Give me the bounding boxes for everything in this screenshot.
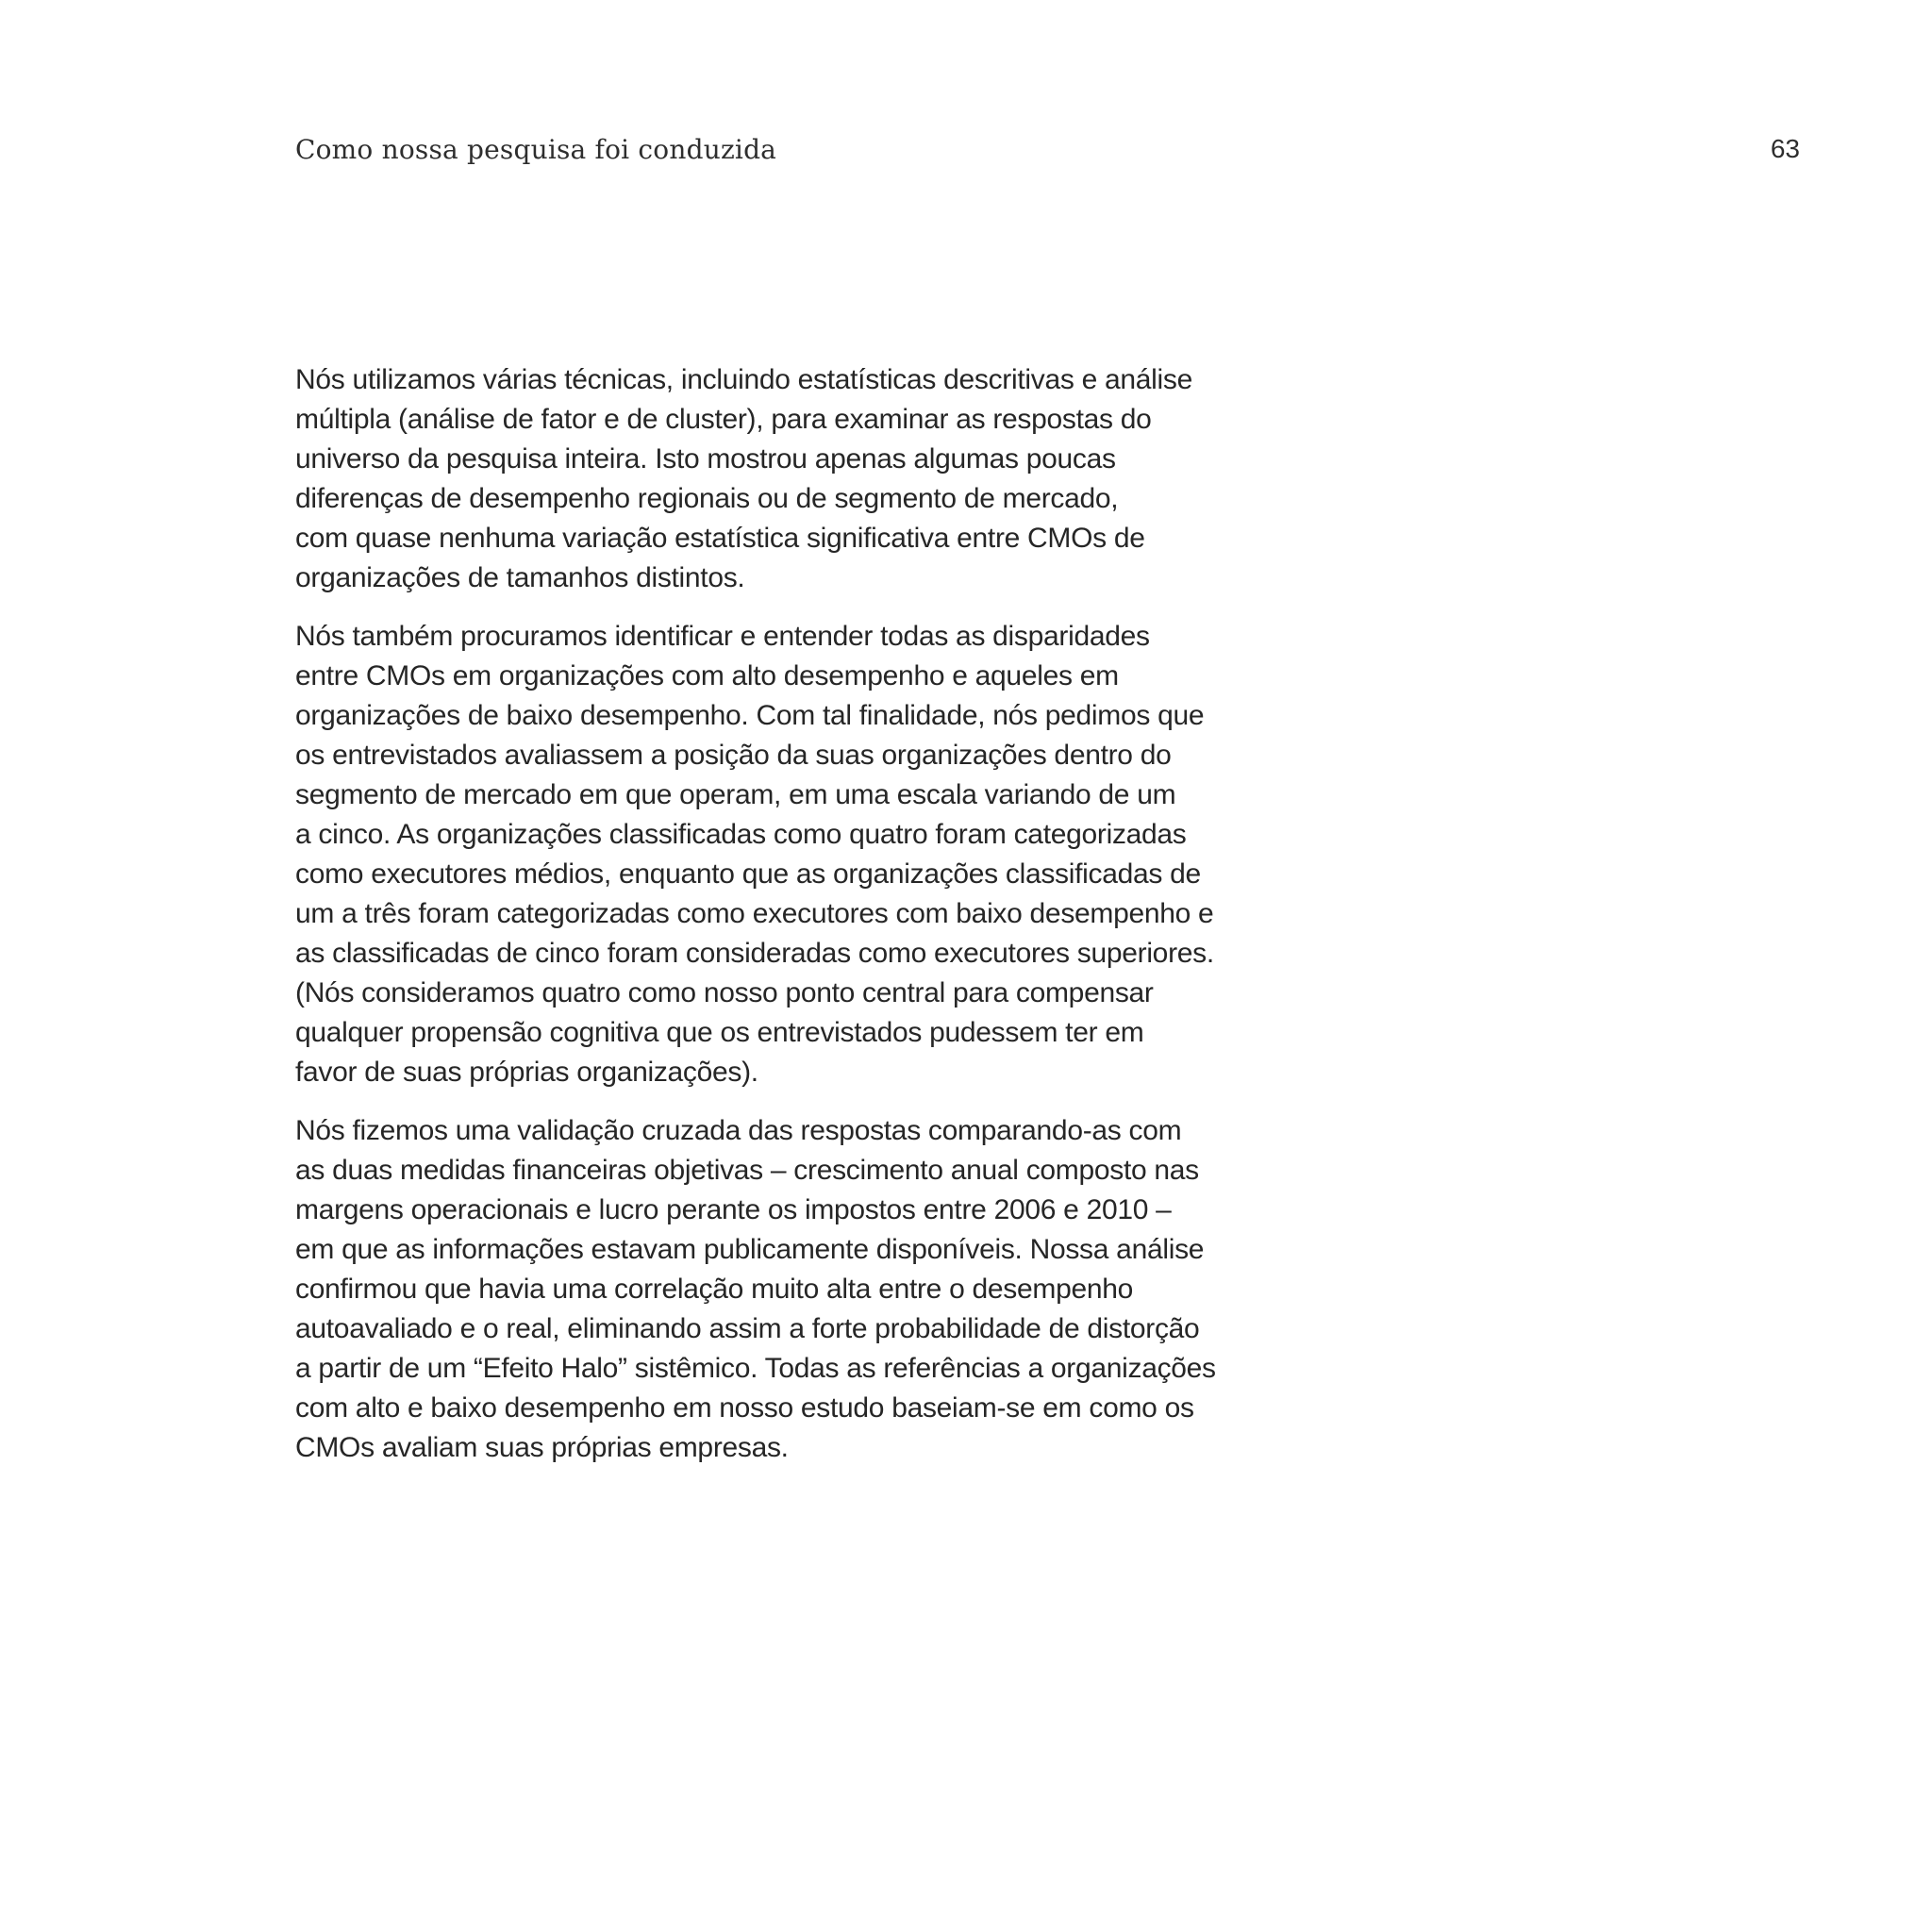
text-line: favor de suas próprias organizações).	[295, 1057, 758, 1088]
running-head-title: Como nossa pesquisa foi conduzida	[295, 134, 777, 165]
text-line: qualquer propensão cognitiva que os entrevistados pudessem ter em	[295, 1017, 1144, 1048]
text-line: segmento de mercado em que operam, em uma escala variando de um	[295, 779, 1176, 810]
text-line: CMOs avaliam suas próprias empresas.	[295, 1432, 789, 1463]
text-line: confirmou que havia uma correlação muito alta entre o desempenho	[295, 1274, 1133, 1305]
text-line: a partir de um “Efeito Halo” sistêmico. Todas as referências a organizações	[295, 1353, 1216, 1384]
paragraph-2	[295, 617, 1239, 1092]
body-text	[295, 360, 1239, 1487]
text-line: Nós utilizamos várias técnicas, incluindo estatísticas descritivas e análise	[295, 364, 1192, 395]
text-line: organizações de tamanhos distintos.	[295, 562, 745, 593]
paragraph-1	[295, 360, 1239, 598]
text-line: as duas medidas financeiras objetivas – crescimento anual composto nas	[295, 1155, 1199, 1186]
text-line: a cinco. As organizações classificadas como quatro foram categorizadas	[295, 819, 1187, 850]
text-line: Nós fizemos uma validação cruzada das respostas comparando-as com	[295, 1115, 1182, 1146]
text-line: com alto e baixo desempenho em nosso estudo baseiam-se em como os	[295, 1392, 1194, 1424]
text-line: entre CMOs em organizações com alto desempenho e aqueles em	[295, 660, 1119, 691]
text-line: como executores médios, enquanto que as organizações classificadas de	[295, 858, 1201, 890]
text-line: margens operacionais e lucro perante os impostos entre 2006 e 2010 –	[295, 1194, 1172, 1225]
text-line: organizações de baixo desempenho. Com tal finalidade, nós pedimos que	[295, 700, 1205, 731]
text-line: diferenças de desempenho regionais ou de segmento de mercado,	[295, 483, 1119, 514]
text-line: universo da pesquisa inteira. Isto mostrou apenas algumas poucas	[295, 443, 1116, 475]
text-line: (Nós consideramos quatro como nosso ponto central para compensar	[295, 977, 1154, 1008]
text-line: com quase nenhuma variação estatística significativa entre CMOs de	[295, 523, 1145, 554]
text-line: múltipla (análise de fator e de cluster), para examinar as respostas do	[295, 404, 1152, 435]
paragraph-3	[295, 1111, 1239, 1468]
text-line: Nós também procuramos identificar e entender todas as disparidades	[295, 621, 1150, 652]
text-line: os entrevistados avaliassem a posição da suas organizações dentro do	[295, 740, 1172, 771]
text-line: as classificadas de cinco foram consideradas como executores superiores.	[295, 938, 1214, 969]
text-line: autoavaliado e o real, eliminando assim a forte probabilidade de distorção	[295, 1313, 1200, 1344]
text-line: em que as informações estavam publicamente disponíveis. Nossa análise	[295, 1234, 1205, 1265]
text-line: um a três foram categorizadas como executores com baixo desempenho e	[295, 898, 1214, 929]
page-number: 63	[1770, 134, 1800, 163]
